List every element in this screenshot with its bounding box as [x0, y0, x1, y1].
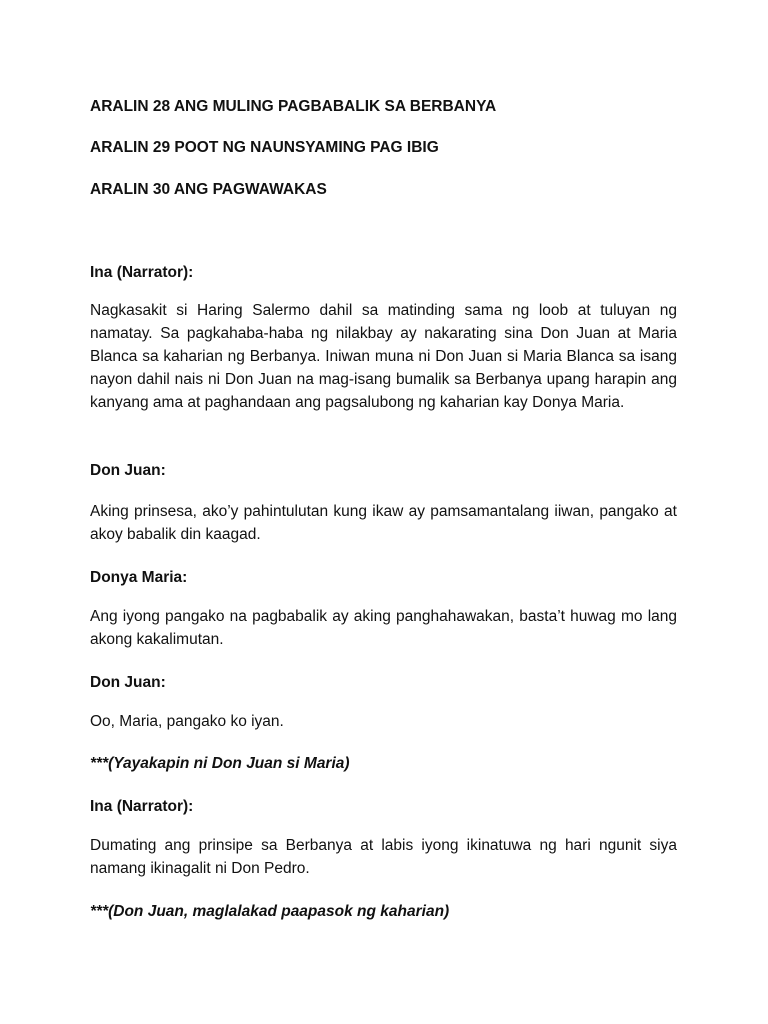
speaker-label: Ina (Narrator):	[90, 798, 194, 815]
lesson-heading-30: ARALIN 30 ANG PAGWAWAKAS	[90, 181, 327, 198]
narration-paragraph: Dumating ang prinsipe sa Berbanya at labis iyong ikinatuwa ng hari ngunit siya namang ikinagalit ni Don Pedro.	[90, 837, 677, 877]
lesson-heading-28: ARALIN 28 ANG MULING PAGBABALIK SA BERBANYA	[90, 98, 497, 115]
speaker-label: Donya Maria:	[90, 569, 188, 586]
speaker-label: Ina (Narrator):	[90, 264, 194, 281]
speaker-label: Don Juan:	[90, 674, 166, 691]
dialogue-paragraph: Oo, Maria, pangako ko iyan.	[90, 713, 284, 730]
speaker-label: Don Juan:	[90, 462, 166, 479]
narration-paragraph: Nagkasakit si Haring Salermo dahil sa matinding sama ng loob at tuluyan ng namatay. Sa pagkahaba-haba ng nilakbay ay nakarating sina Don Juan at Maria Blanca sa kaharian ng Berbanya. Iniwan muna ni Don Juan si Maria Blanca sa isang nayon dahil nais ni Don Juan na mag-isang bumalik sa Berbanya upang harapin ang kanyang ama at paghandaan ang pagsalubong ng kaharian kay Donya Maria.	[90, 302, 677, 411]
lesson-heading-29: ARALIN 29 POOT NG NAUNSYAMING PAG IBIG	[90, 139, 439, 156]
stage-direction: ***(Yayakapin ni Don Juan si Maria)	[90, 755, 350, 772]
stage-direction: ***(Don Juan, maglalakad paapasok ng kaharian)	[90, 903, 450, 920]
dialogue-paragraph: Ang iyong pangako na pagbabalik ay aking panghahawakan, basta’t huwag mo lang akong kakalimutan.	[90, 608, 677, 648]
dialogue-paragraph: Aking prinsesa, ako’y pahintulutan kung ikaw ay pamsamantalang iiwan, pangako at akoy babalik din kaagad.	[90, 503, 677, 543]
